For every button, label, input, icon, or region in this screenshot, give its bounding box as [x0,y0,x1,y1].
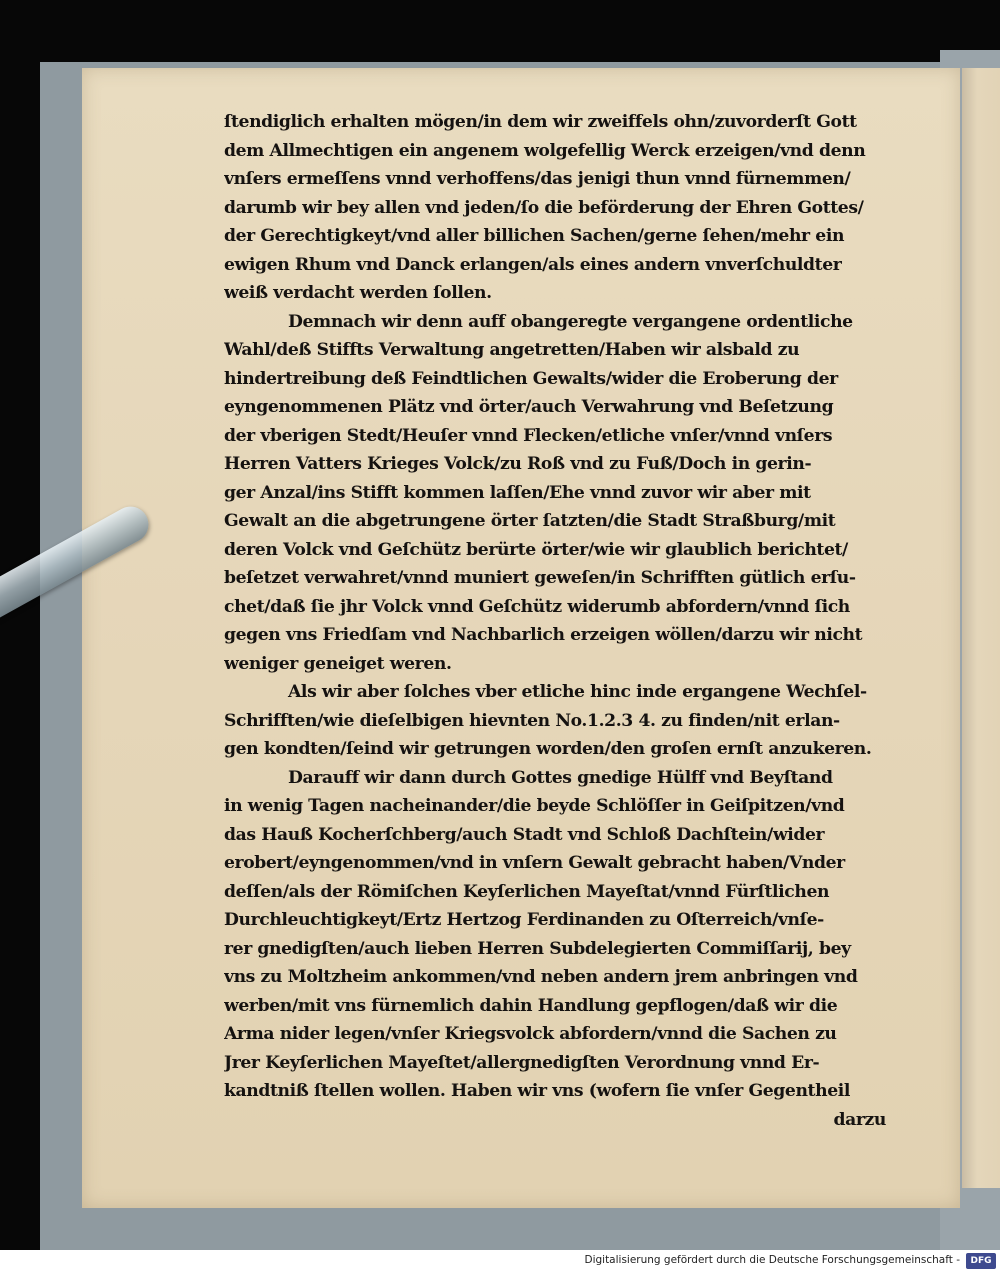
page-text [224,108,886,1134]
text-line: Wahl/deß Stiffts Verwaltung angetretten/Haben wir alsbald zu [224,340,800,360]
text-line: der vberigen Stedt/Heuſer vnnd Flecken/etliche vnſer/vnnd vnſers [224,425,833,446]
text-line: gegen vns Friedſam vnd Nachbarlich erzeigen wöllen/darzu wir nicht [224,625,863,645]
text-line: Gewalt an die abgetrungene örter ſatzten/die Stadt Straßburg/mit [224,511,836,531]
text-line: werben/mit vns fürnemlich dahin Handlung gepflogen/daß wir die [224,995,838,1016]
text-line: darumb wir bey allen vnd jeden/ſo die beförderung der Ehren Gottes/ [224,197,864,218]
text-line: rer gnedigſten/auch lieben Herren Subdelegierten Commiſſarij, bey [224,938,851,959]
text-line: beſetzet verwahret/vnnd muniert geweſen/in Schrifften gütlich erſu- [224,568,856,588]
text-line: deren Volck vnd Geſchütz berürte örter/wie wir glaublich berichtet/ [224,539,848,560]
text-line: hindertreibung deß Feindtlichen Gewalts/wider die Eroberung der [224,368,838,389]
text-line: der Gerechtigkeyt/vnd aller billichen Sachen/gerne ſehen/mehr ein [224,226,845,246]
text-line: Durchleuchtigkeyt/Ertz Hertzog Ferdinanden zu Oſterreich/vnſe- [224,910,824,930]
text-line: weiß verdacht werden ſollen. [224,283,492,303]
text-line: Jrer Keyſerlichen Mayeſtet/allergnedigſten Verordnung vnnd Er- [224,1052,820,1073]
dfg-logo: DFG [966,1253,996,1269]
text-line: das Hauß Kocherſchberg/auch Stadt vnd Schloß Dachſtein/wider [224,824,825,845]
text-line: Herren Vatters Krieges Volck/zu Roß vnd zu Fuß/Doch in gerin- [224,454,812,474]
text-line: gen kondten/ſeind wir getrungen worden/den groſen ernſt anzukeren. [224,739,872,759]
text-line: darzu [833,1109,886,1130]
text-line: deſſen/als der Römiſchen Keyſerlichen Mayeſtat/vnnd Fürſtlichen [224,881,830,902]
text-line: Demnach wir denn auff obangeregte vergangene ordentliche [288,311,853,332]
text-line: dem Allmechtigen ein angenem wolgefellig Werck erzeigen/vnd denn [224,140,866,161]
text-line: Darauff wir dann durch Gottes gnedige Hülff vnd Beyſtand [288,767,833,788]
text-line: chet/daß ſie jhr Volck vnnd Geſchütz widerumb abfordern/vnnd ſich [224,596,850,617]
text-line: in wenig Tagen nacheinander/die beyde Schlöſſer in Geiſpitzen/vnd [224,796,845,816]
text-line: kandtniß ſtellen wollen. Haben wir vns (wofern ſie vnſer Gegentheil [224,1081,850,1101]
footer-credit: Digitalisierung gefördert durch die Deutsche Forschungsgemeinschaft - [584,1254,960,1266]
text-line: vns zu Moltzheim ankommen/vnd neben andern jrem anbringen vnd [224,967,858,987]
text-line: Schrifften/wie dieſelbigen hievnten No.1.2.3 4. zu finden/nit erlan- [224,710,840,731]
next-page-edge [962,68,1000,1188]
text-line: Arma nider legen/vnſer Kriegsvolck abfordern/vnnd die Sachen zu [224,1024,837,1044]
text-line: weniger geneiget weren. [224,653,452,674]
text-line: vnſers ermeſſens vnnd verhoffens/das jenigi thun vnnd fürnemmen/ [224,169,851,189]
text-line: Als wir aber ſolches vber etliche hinc inde ergangene Wechſel- [288,682,867,702]
text-line: eyngenommenen Plätz vnd örter/auch Verwahrung vnd Beſetzung [224,397,834,417]
text-line: erobert/eyngenommen/vnd in vnſern Gewalt gebracht haben/Vnder [224,853,845,873]
text-line: ewigen Rhum vnd Danck erlangen/als eines andern vnverſchuldter [224,254,842,275]
text-line: ſtendiglich erhalten mögen/in dem wir zweiffels ohn/zuvorderſt Gott [224,112,857,132]
text-line: ger Anzal/ins Stifft kommen laſſen/Ehe vnnd zuvor wir aber mit [224,482,811,503]
